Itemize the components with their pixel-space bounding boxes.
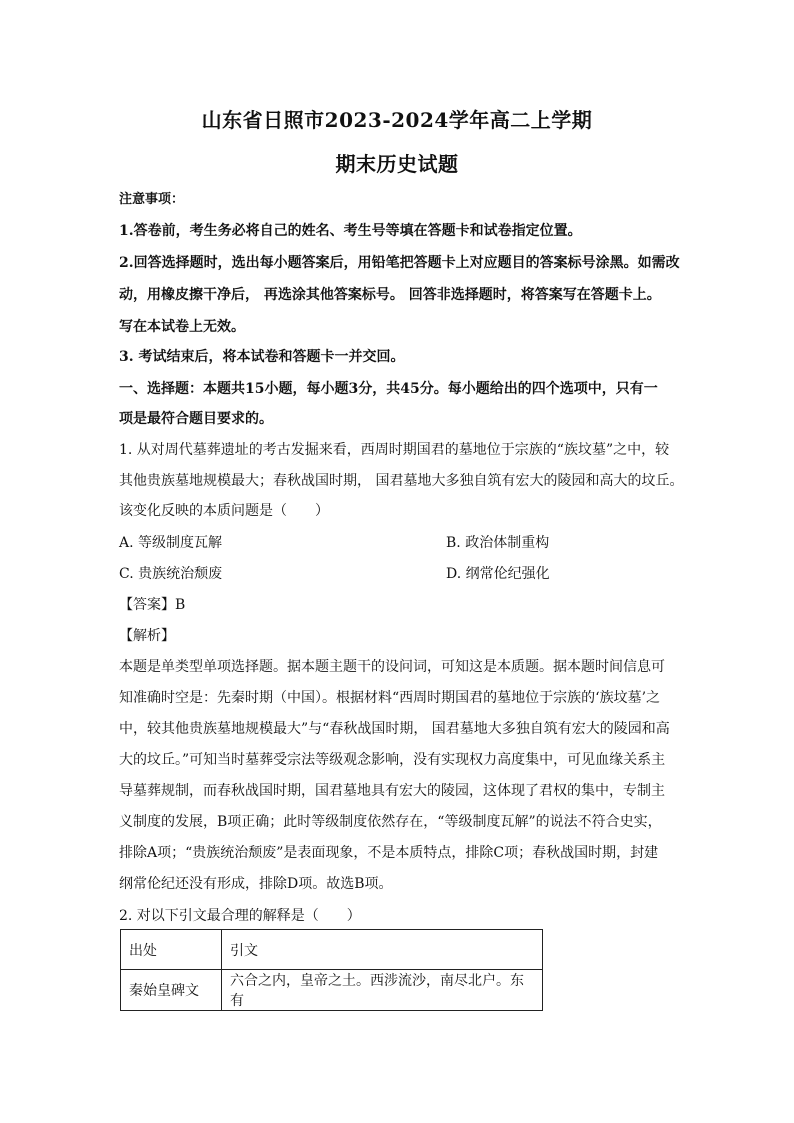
option-b: B. 政治体制重构	[446, 535, 550, 551]
table-cell: 六合之内，皇帝之土。西涉流沙，南尽北户。东有	[222, 970, 543, 1011]
notice-item: 动，用橡皮擦干净后， 再选涂其他答案标号。 回答非选择题时，将答案写在答题卡上。	[119, 287, 661, 303]
question-2-stem: 2. 对以下引文最合理的解释是（ ）	[119, 908, 361, 924]
analysis-line: 本题是单类型单项选择题。据本题主题干的设问词，可知这是本质题。据本题时间信息可	[119, 659, 665, 675]
notice-item: 1.答卷前，考生务必将自己的姓名、考生号等填在答题卡和试卷指定位置。	[119, 223, 582, 239]
section-heading-cont: 项是最符合题目要求的。	[119, 411, 273, 427]
analysis-line: 纲常伦纪还没有形成，排除D项。故选B项。	[119, 876, 393, 892]
question-1-stem: 其他贵族墓地规模最大；春秋战国时期， 国君墓地大多独自筑有宏大的陵园和高大的坟丘。	[119, 473, 684, 489]
notice-item: 2.回答选择题时，选出每小题答案后，用铅笔把答题卡上对应题目的答案标号涂黑。如需改	[119, 255, 680, 271]
table-header-row	[121, 930, 543, 970]
question-1-stem: 1. 从对周代墓葬遗址的考古发掘来看，西周时期国君的墓地位于宗族的“族坟墓”之中，较	[119, 442, 670, 458]
notice-item: 写在本试卷上无效。	[119, 319, 245, 335]
page-subtitle: 期末历史试题	[335, 152, 459, 176]
section-heading: 一、选择题：本题共15小题，每小题3分，共45分。每小题给出的四个选项中，只有一	[119, 381, 658, 397]
page-title: 山东省日照市2023-2024学年高二上学期	[201, 108, 593, 132]
analysis-line: 导墓葬规制，而春秋战国时期，国君墓地具有宏大的陵园，这体现了君权的集中，专制主	[119, 783, 665, 799]
source-table	[120, 929, 543, 1011]
table-header-cell: 引文	[222, 930, 543, 970]
analysis-label: 【解析】	[119, 628, 175, 644]
analysis-line: 知准确时空是：先秦时期（中国）。根据材料“西周时期国君的墓地位于宗族的‘族坟墓’之	[119, 690, 661, 706]
table-cell: 秦始皇碑文	[121, 970, 222, 1011]
analysis-line: 中，较其他贵族墓地规模最大”与“春秋战国时期， 国君墓地大多独自筑有宏大的陵园和高	[119, 721, 670, 737]
option-c: C. 贵族统治颓废	[119, 566, 223, 582]
notice-heading: 注意事项：	[119, 192, 185, 207]
answer-label: 【答案】B	[119, 597, 186, 613]
analysis-line: 排除A项；“贵族统治颓废”是表面现象，不是本质特点，排除C项；春秋战国时期，封建	[119, 845, 659, 861]
option-d: D. 纲常伦纪强化	[446, 566, 550, 582]
option-a: A. 等级制度瓦解	[119, 535, 223, 551]
notice-item: 3. 考试结束后，将本试卷和答题卡一并交回。	[119, 349, 405, 365]
table-row	[121, 970, 543, 1011]
question-1-stem: 该变化反映的本质问题是（ ）	[119, 503, 329, 519]
analysis-line: 义制度的发展，B项正确；此时等级制度依然存在，“等级制度瓦解”的说法不符合史实，	[119, 814, 662, 830]
table-header-cell: 出处	[121, 930, 222, 970]
analysis-line: 大的坟丘。”可知当时墓葬受宗法等级观念影响，没有实现权力高度集中，可见血缘关系主	[119, 752, 666, 768]
